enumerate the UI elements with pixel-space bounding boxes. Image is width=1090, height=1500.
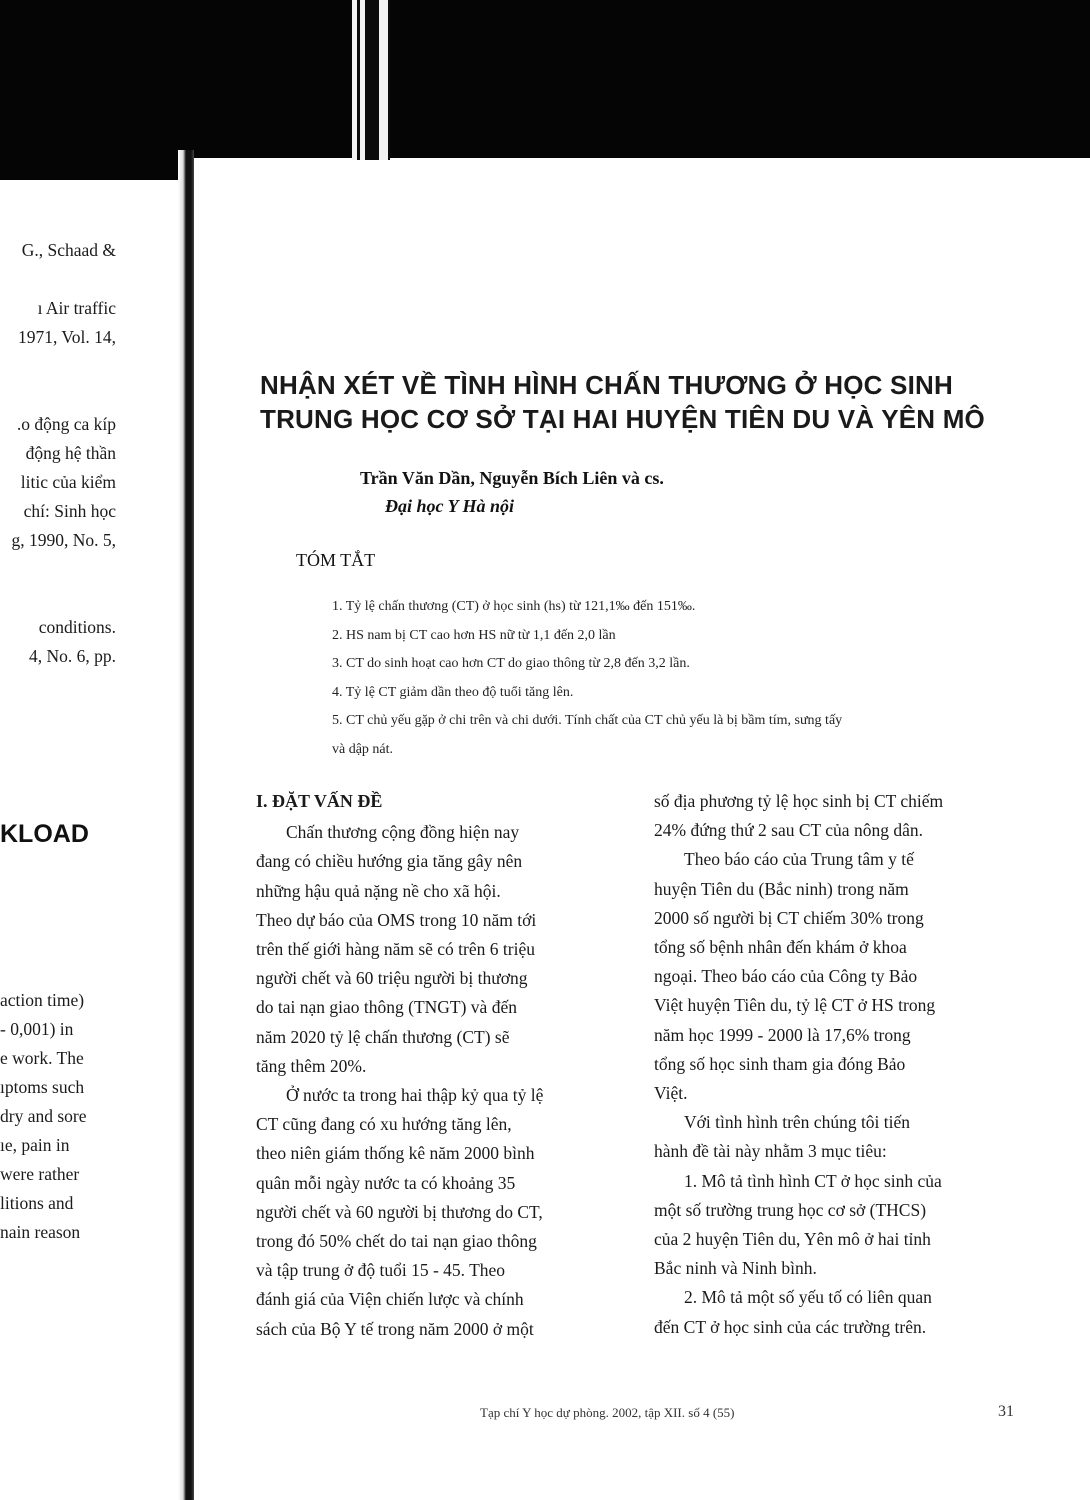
summary-item: 4. Tỷ lệ CT giảm dần theo độ tuổi tăng lên. <box>332 684 574 700</box>
body-text-line: 1. Mô tả tình hình CT ở học sinh của <box>684 1170 942 1191</box>
prev-page-text: 1971, Vol. 14, <box>17 327 116 347</box>
page-number: 31 <box>998 1403 1014 1420</box>
body-text-line: tăng thêm 20%. <box>256 1055 367 1076</box>
body-text-line: Bắc ninh và Ninh bình. <box>654 1258 817 1279</box>
prev-page-text: were rather <box>0 1164 80 1184</box>
summary-list <box>332 593 1032 764</box>
body-text-line: một số trường trung học cơ sở (THCS) <box>654 1199 927 1220</box>
body-text-line: và tập trung ở độ tuổi 15 - 45. Theo <box>256 1260 506 1281</box>
body-text-line: của 2 huyện Tiên du, Yên mô ở hai tỉnh <box>654 1229 931 1250</box>
body-text-line: đang có chiều hướng gia tăng gây nên <box>256 851 523 872</box>
book-spine-shadow <box>178 150 194 1500</box>
body-text-line: số địa phương tỷ lệ học sinh bị CT chiếm <box>654 791 944 811</box>
prev-page-text: động hệ thần <box>25 443 116 463</box>
binding-stripes <box>352 0 390 160</box>
body-text-line: 2. Mô tả một số yếu tố có liên quan <box>684 1287 932 1308</box>
body-text-line: trong đó 50% chết do tai nạn giao thông <box>256 1231 537 1252</box>
prev-page-text: G., Schaad & <box>21 240 116 260</box>
prev-page-text: chí: Sinh học <box>23 501 116 521</box>
section-title: I. ĐẶT VẤN ĐỀ <box>256 791 383 811</box>
article-title <box>260 368 1020 436</box>
article-authors: Trần Văn Dần, Nguyễn Bích Liên và cs. <box>360 468 664 488</box>
body-text-line: Việt. <box>654 1083 688 1104</box>
prev-page-text: litic của kiểm <box>20 472 116 492</box>
body-text-line: huyện Tiên du (Bắc ninh) trong năm <box>654 878 909 899</box>
body-text-line: do tai nạn giao thông (TNGT) và đến <box>256 997 517 1018</box>
prev-page-text: action time) <box>0 990 85 1010</box>
body-text-line: năm 2020 tỷ lệ chấn thương (CT) sẽ <box>256 1026 510 1047</box>
body-text-line: Theo báo cáo của Trung tâm y tế <box>684 849 914 870</box>
summary-item: và dập nát. <box>332 741 394 757</box>
body-text-line: tổng số học sinh tham gia đóng Bảo <box>654 1053 906 1074</box>
scan-dark-border-left <box>0 158 190 180</box>
summary-heading: TÓM TẮT <box>296 550 376 570</box>
body-text-line: đến CT ở học sinh của các trường trên. <box>654 1316 927 1337</box>
body-text-line: sách của Bộ Y tế trong năm 2000 ở một <box>256 1318 534 1339</box>
body-text-line: trên thế giới hàng năm sẽ có trên 6 triệu <box>256 939 535 960</box>
prev-page-text: .o động ca kíp <box>16 414 116 434</box>
body-text-line: 2000 số người bị CT chiếm 30% trong <box>654 907 924 928</box>
article-title-line: TRUNG HỌC CƠ SỞ TẠI HAI HUYỆN TIÊN DU VÀ YÊN MÔ <box>260 404 985 434</box>
body-text-line: ngoại. Theo báo cáo của Công ty Bảo <box>654 966 918 987</box>
prev-page-text: conditions. <box>38 617 116 637</box>
body-text-line: Với tình hình trên chúng tôi tiến <box>684 1112 911 1133</box>
body-text-line: 24% đứng thứ 2 sau CT của nông dân. <box>654 820 923 841</box>
body-text-line: người chết và 60 người bị thương do CT, <box>256 1201 543 1222</box>
summary-item: 1. Tỷ lệ chấn thương (CT) ở học sinh (hs) từ 121,1‰ đến 151‰. <box>332 599 696 614</box>
journal-footer: Tạp chí Y học dự phòng. 2002, tập XII. số 4 (55) <box>480 1405 735 1420</box>
body-text-line: những hậu quả nặng nề cho xã hội. <box>256 880 501 901</box>
body-text-line: năm học 1999 - 2000 là 17,6% trong <box>654 1024 911 1045</box>
prev-page-text: ıe, pain in <box>0 1135 70 1155</box>
body-text-line: Theo dự báo của OMS trong 10 năm tới <box>256 909 537 930</box>
article-affiliation: Đại học Y Hà nội <box>385 496 515 516</box>
body-text-line: Chấn thương cộng đồng hiện nay <box>286 822 520 843</box>
prev-page-text: 4, No. 6, pp. <box>28 646 116 666</box>
scan-dark-border <box>0 0 1090 158</box>
body-text-line: quân mỗi ngày nước ta có khoảng 35 <box>256 1172 516 1193</box>
prev-page-text: nain reason <box>0 1222 81 1242</box>
body-column-left <box>256 787 622 1344</box>
prev-page-heading: KLOAD <box>0 820 89 848</box>
prev-page-text: dry and sore <box>0 1106 87 1126</box>
prev-page-text: litions and <box>0 1193 74 1213</box>
body-text-line: Ở nước ta trong hai thập kỷ qua tỷ lệ <box>286 1085 544 1106</box>
summary-item: 3. CT do sinh hoạt cao hơn CT do giao thông từ 2,8 đến 3,2 lần. <box>332 656 690 671</box>
body-text-line: tổng số bệnh nhân đến khám ở khoa <box>654 937 907 958</box>
prev-page-text: ı Air traffic <box>37 298 116 318</box>
body-text-line: theo niên giám thống kê năm 2000 bình <box>256 1143 535 1164</box>
body-text-line: hành đề tài này nhằm 3 mục tiêu: <box>654 1141 887 1162</box>
summary-item: 5. CT chủ yếu gặp ở chi trên và chi dưới. Tính chất của CT chủ yếu là bị bầm tím, sưng tấy <box>332 713 843 728</box>
prev-page-text: - 0,001) in <box>0 1019 74 1039</box>
article-title-line: NHẬN XÉT VỀ TÌNH HÌNH CHẤN THƯƠNG Ở HỌC SINH <box>260 370 953 400</box>
prev-page-text: g, 1990, No. 5, <box>11 530 116 550</box>
body-text-line: CT cũng đang có xu hướng tăng lên, <box>256 1114 512 1135</box>
body-text-line: đánh giá của Viện chiến lược và chính <box>256 1289 524 1310</box>
summary-item: 2. HS nam bị CT cao hơn HS nữ từ 1,1 đến 2,0 lần <box>332 627 616 643</box>
body-column-right <box>654 787 1024 1342</box>
prev-page-text: ıptoms such <box>0 1077 85 1097</box>
body-text-line: người chết và 60 triệu người bị thương <box>256 968 528 989</box>
prev-page-text: e work. The <box>0 1048 84 1068</box>
body-text-line: Việt huyện Tiên du, tỷ lệ CT ở HS trong <box>654 995 936 1016</box>
